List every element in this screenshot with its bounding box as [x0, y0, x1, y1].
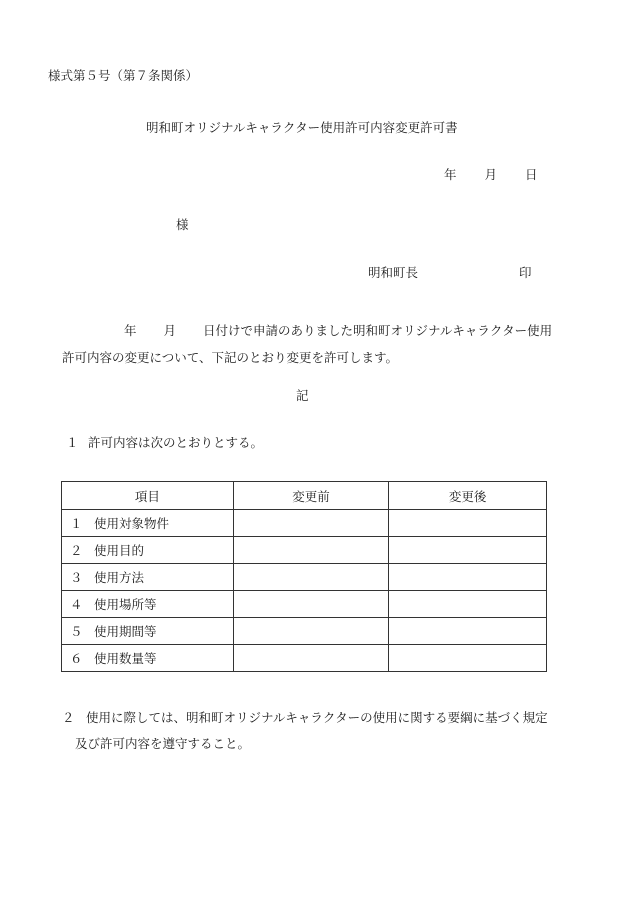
table-row [62, 591, 547, 618]
form-number: 様式第５号（第７条関係） [48, 68, 199, 83]
before-cell [233, 618, 389, 645]
row-label-text: 使用方法 [94, 570, 145, 585]
item-2-number: ２ [62, 710, 75, 725]
table-row [62, 510, 547, 537]
row-label-text: 使用目的 [94, 543, 145, 558]
item-1-number: １ [66, 435, 79, 450]
item-2-line-1 [62, 705, 572, 731]
addressee-suffix: 様 [176, 217, 189, 232]
body-text-line-2: 許可内容の変更について、下記のとおり変更を許可します。 [62, 350, 399, 365]
body-year-label: 年 [124, 323, 137, 338]
row-number: １ [70, 516, 83, 531]
date-day-label: 日 [525, 167, 538, 182]
item-1 [66, 437, 263, 450]
table-row [62, 618, 547, 645]
row-label-text: 使用場所等 [94, 597, 157, 612]
table-row [62, 645, 547, 672]
before-cell [233, 564, 389, 591]
row-number: ３ [70, 570, 83, 585]
before-cell [233, 591, 389, 618]
after-cell [389, 537, 547, 564]
row-number: ４ [70, 597, 83, 612]
item-2-text-line-1: 使用に際しては、明和町オリジナルキャラクターの使用に関する要綱に基づく規定 [86, 710, 548, 725]
row-label [62, 564, 234, 591]
body-paragraph [62, 317, 562, 371]
row-label [62, 537, 234, 564]
body-line-1 [62, 317, 562, 344]
issuer-block [368, 265, 532, 280]
row-label [62, 618, 234, 645]
date-month-label: 月 [484, 167, 498, 182]
table-row [62, 537, 547, 564]
body-text-line-1: 日付けで申請のありました明和町オリジナルキャラクター使用 [203, 323, 553, 338]
issuer-name: 明和町長 [368, 265, 419, 280]
item-2 [62, 705, 572, 757]
before-cell [233, 645, 389, 672]
after-cell [389, 618, 547, 645]
seal-mark: 印 [519, 265, 532, 280]
before-cell [233, 510, 389, 537]
after-cell [389, 564, 547, 591]
row-label-text: 使用対象物件 [94, 516, 170, 531]
row-label [62, 510, 234, 537]
header-after-change: 変更後 [389, 482, 547, 510]
table-header-row [62, 482, 547, 510]
table-row [62, 564, 547, 591]
row-number: ５ [70, 624, 83, 639]
after-cell [389, 645, 547, 672]
change-table [61, 481, 547, 672]
header-before-change: 変更前 [233, 482, 389, 510]
date-year-label: 年 [444, 167, 457, 182]
after-cell [389, 591, 547, 618]
row-number: ６ [70, 651, 83, 666]
item-2-text-line-2: 及び許可内容を遵守すること。 [75, 736, 251, 751]
document-title: 明和町オリジナルキャラクター使用許可内容変更許可書 [146, 120, 458, 135]
row-label [62, 591, 234, 618]
issue-date-line [444, 169, 538, 182]
row-label-text: 使用数量等 [94, 651, 157, 666]
before-cell [233, 537, 389, 564]
body-month-label: 月 [163, 323, 177, 338]
header-item: 項目 [62, 482, 234, 510]
after-cell [389, 510, 547, 537]
row-label [62, 645, 234, 672]
row-label-text: 使用期間等 [94, 624, 157, 639]
ki-heading: 記 [296, 388, 309, 403]
row-number: ２ [70, 543, 83, 558]
item-1-text: 許可内容は次のとおりとする。 [88, 435, 264, 450]
